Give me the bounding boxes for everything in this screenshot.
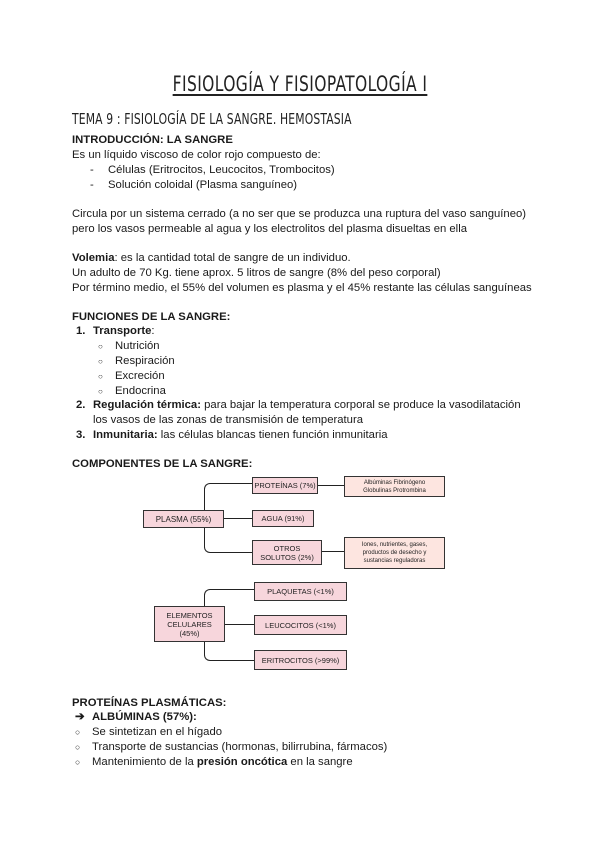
arrow-right-icon: ➔ bbox=[75, 711, 85, 723]
sub-item: Excreción bbox=[115, 370, 165, 382]
proteinas-heading: PROTEÍNAS PLASMÁTICAS: bbox=[72, 697, 227, 709]
proteinas-detail-box bbox=[344, 476, 445, 497]
agua-box: AGUA (91%) bbox=[252, 510, 314, 527]
detail-line: Albúminas Fibrinógeno bbox=[363, 479, 426, 486]
list-item: Solución coloidal (Plasma sanguíneo) bbox=[108, 179, 298, 191]
volemia-line bbox=[72, 251, 351, 266]
plaquetas-box: PLAQUETAS (<1%) bbox=[254, 582, 347, 601]
function-description: las células blancas tienen función inmunitaria bbox=[157, 429, 388, 441]
leucocitos-box: LEUCOCITOS (<1%) bbox=[254, 615, 347, 635]
circle-bullet-icon: ○ bbox=[75, 757, 81, 767]
circle-bullet-icon: ○ bbox=[98, 387, 103, 396]
funciones-heading: FUNCIONES DE LA SANGRE: bbox=[72, 311, 231, 323]
connector-line bbox=[322, 551, 344, 552]
list-item: Se sintetizan en el hígado bbox=[92, 726, 223, 738]
list-item: Transporte de sustancias (hormonas, bilirrubina, fármacos) bbox=[92, 741, 388, 753]
plasma-box: PLASMA (55%) bbox=[143, 510, 224, 528]
colon: : bbox=[151, 325, 155, 337]
paragraph-line: Circula por un sistema cerrado (a no ser que se produzca una ruptura del vaso sanguíneo) bbox=[72, 208, 527, 220]
list-item bbox=[92, 755, 353, 770]
paragraph-line: pero los vasos permeable al agua y los electrolitos del plasma disueltas en ella bbox=[72, 223, 467, 235]
paragraph-line: Por término medio, el 55% del volumen es plasma y el 45% restante las células sanguíneas bbox=[72, 282, 532, 294]
function-term: Regulación térmica: bbox=[93, 399, 201, 411]
proteinas-box: PROTEÍNAS (7%) bbox=[252, 477, 318, 494]
dash-icon: - bbox=[90, 164, 94, 176]
sub-item: Endocrina bbox=[115, 385, 166, 397]
list-item bbox=[93, 324, 155, 339]
circle-bullet-icon: ○ bbox=[98, 357, 103, 366]
circle-bullet-icon: ○ bbox=[75, 727, 81, 737]
bold-term: presión oncótica bbox=[196, 756, 288, 768]
intro-line: Es un líquido viscoso de color rojo compuesto de: bbox=[72, 149, 321, 161]
eritrocitos-box: ERITROCITOS (>99%) bbox=[254, 650, 347, 670]
paragraph-line: Un adulto de 70 Kg. tiene aprox. 5 litros de sangre (8% del peso corporal) bbox=[72, 267, 441, 279]
otros-detail-box: Iones, nutrientes, gases, productos de desecho y sustancias reguladoras bbox=[344, 537, 445, 569]
sub-item: Respiración bbox=[115, 355, 175, 367]
connector-line bbox=[224, 518, 252, 519]
text-run: Mantenimiento de la bbox=[92, 756, 197, 768]
list-number: 2. bbox=[76, 399, 86, 411]
list-item bbox=[93, 428, 388, 443]
function-description: para bajar la temperatura corporal se produce la vasodilatación bbox=[200, 399, 521, 411]
elementos-celulares-box: ELEMENTOS CELULARES (45%) bbox=[154, 606, 225, 642]
dash-icon: - bbox=[90, 179, 94, 191]
function-term: Inmunitaria: bbox=[93, 429, 158, 441]
list-item-continuation: los vasos de las zonas de transmisión de temperatura bbox=[93, 414, 364, 426]
page-title: FISIOLOGÍA Y FISIOPATOLOGÍA I bbox=[172, 72, 428, 96]
list-item: Células (Eritrocitos, Leucocitos, Trombocitos) bbox=[108, 164, 335, 176]
connector-line bbox=[318, 485, 344, 486]
albuminas-heading: ALBÚMINAS (57%): bbox=[92, 711, 197, 723]
volemia-definition: : es la cantidad total de sangre de un individuo. bbox=[114, 252, 351, 264]
connector-line bbox=[225, 624, 254, 625]
detail-line: Globulinas Protrombina bbox=[363, 487, 426, 494]
intro-heading: INTRODUCCIÓN: LA SANGRE bbox=[72, 134, 233, 146]
list-item bbox=[93, 398, 521, 413]
circle-bullet-icon: ○ bbox=[98, 372, 103, 381]
volemia-term: Volemia bbox=[72, 252, 115, 264]
componentes-heading: COMPONENTES DE LA SANGRE: bbox=[72, 458, 253, 470]
list-number: 1. bbox=[76, 325, 86, 337]
section-subtitle: TEMA 9 : FISIOLOGÍA DE LA SANGRE. HEMOSTASIA bbox=[72, 110, 352, 128]
circle-bullet-icon: ○ bbox=[98, 342, 103, 351]
text-run: en la sangre bbox=[287, 756, 353, 768]
list-number: 3. bbox=[76, 429, 86, 441]
otros-solutos-box: OTROS SOLUTOS (2%) bbox=[252, 540, 322, 565]
circle-bullet-icon: ○ bbox=[75, 742, 81, 752]
function-term: Transporte bbox=[93, 325, 152, 337]
sub-item: Nutrición bbox=[115, 340, 160, 352]
